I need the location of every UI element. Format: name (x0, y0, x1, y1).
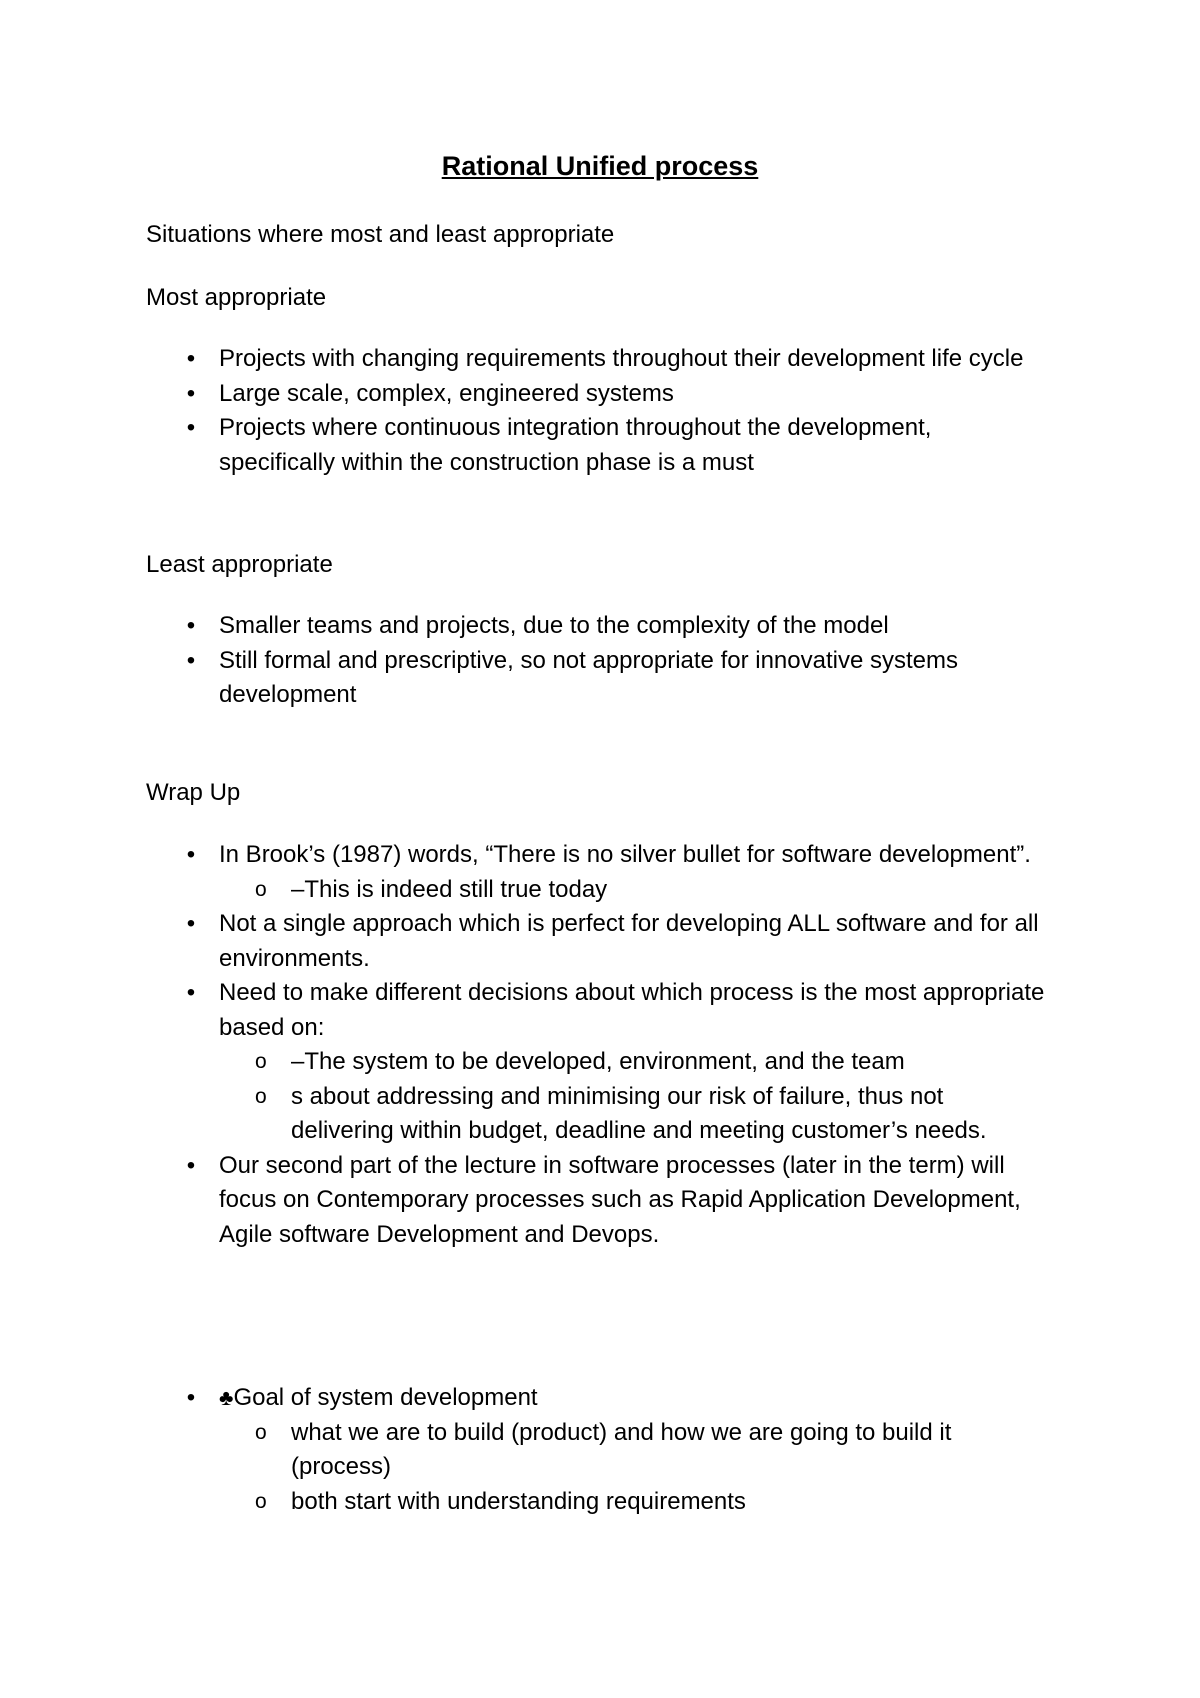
sub-list-item-text: s about addressing and minimising our risk of failure, thus not delivering within budget, deadline and meeting customer’s needs. (291, 1082, 987, 1144)
bullet-icon: • (186, 379, 196, 407)
list-item (0, 342, 1049, 377)
bullet-icon: • (186, 1151, 196, 1179)
list-item-text: In Brook’s (1987) words, “There is no silver bullet for software development”. (219, 841, 1031, 868)
bullet-icon: • (186, 1384, 196, 1411)
circle-bullet-icon: o (255, 1084, 267, 1108)
least-appropriate-list (0, 609, 1200, 713)
sub-list (219, 873, 1049, 908)
list-item (0, 1381, 1049, 1519)
list-item (0, 1149, 1049, 1253)
sub-list (219, 1045, 1049, 1149)
list-item-text: Smaller teams and projects, due to the complexity of the model (219, 612, 889, 639)
list-item-text: Not a single approach which is perfect for developing ALL software and for all environments. (219, 910, 1039, 972)
sub-list-item (219, 1416, 1051, 1485)
list-item-text: Need to make different decisions about which process is the most appropriate based on: (219, 979, 1045, 1041)
sub-list-item-text: both start with understanding requirements (291, 1487, 746, 1515)
wrap-up-list (0, 838, 1200, 1252)
document-title: Rational Unified process (441, 151, 759, 181)
bullet-icon: • (186, 345, 196, 372)
list-item-text: Goal of system development (233, 1384, 538, 1411)
bullet-icon: • (186, 979, 196, 1006)
wrap-up-heading: Wrap Up (146, 779, 241, 806)
sub-list (219, 1416, 1049, 1520)
circle-bullet-icon: o (255, 877, 267, 901)
list-item-text: Still formal and prescriptive, so not appropriate for innovative systems development (219, 646, 958, 708)
sub-list-item (219, 1485, 1051, 1520)
circle-bullet-icon: o (255, 1050, 267, 1073)
sub-list-item-text: what we are to build (product) and how we are going to build it (process) (291, 1418, 952, 1480)
list-item (0, 907, 1049, 976)
sub-list-item (219, 1080, 1051, 1149)
list-item-text: Projects with changing requirements throughout their development life cycle (219, 345, 1024, 372)
circle-bullet-icon: o (255, 1420, 267, 1444)
sub-list-item (219, 1045, 1051, 1080)
sub-list-item-text: –The system to be developed, environment, and the team (291, 1048, 905, 1075)
list-item (0, 609, 1049, 644)
list-item (0, 411, 1049, 480)
list-item (0, 976, 1049, 1149)
bullet-icon: • (186, 841, 196, 868)
goal-list (0, 1381, 1200, 1519)
sub-list-item (219, 873, 1051, 908)
list-item (0, 377, 1049, 412)
bullet-icon: • (186, 612, 196, 639)
list-item-text: Projects where continuous integration throughout the development, specifically within the construction phase is a must (219, 414, 932, 476)
intro-text: Situations where most and least appropriate (146, 221, 615, 248)
list-item (0, 838, 1049, 907)
list-item-text: Our second part of the lecture in software processes (later in the term) will focus on Contemporary processes such as Rapid Application Development, Agile software Development and Devops. (219, 1151, 1021, 1248)
sub-list-item-text: –This is indeed still true today (291, 875, 608, 903)
most-appropriate-list (0, 342, 1200, 480)
bullet-icon: • (186, 646, 196, 674)
list-item-text: Large scale, complex, engineered systems (219, 379, 674, 407)
bullet-icon: • (186, 910, 196, 937)
most-appropriate-heading: Most appropriate (146, 284, 327, 311)
least-appropriate-heading: Least appropriate (146, 551, 333, 578)
list-item (0, 644, 1049, 713)
club-icon: ♣ (219, 1385, 234, 1410)
circle-bullet-icon: o (255, 1489, 267, 1513)
bullet-icon: • (186, 414, 196, 441)
